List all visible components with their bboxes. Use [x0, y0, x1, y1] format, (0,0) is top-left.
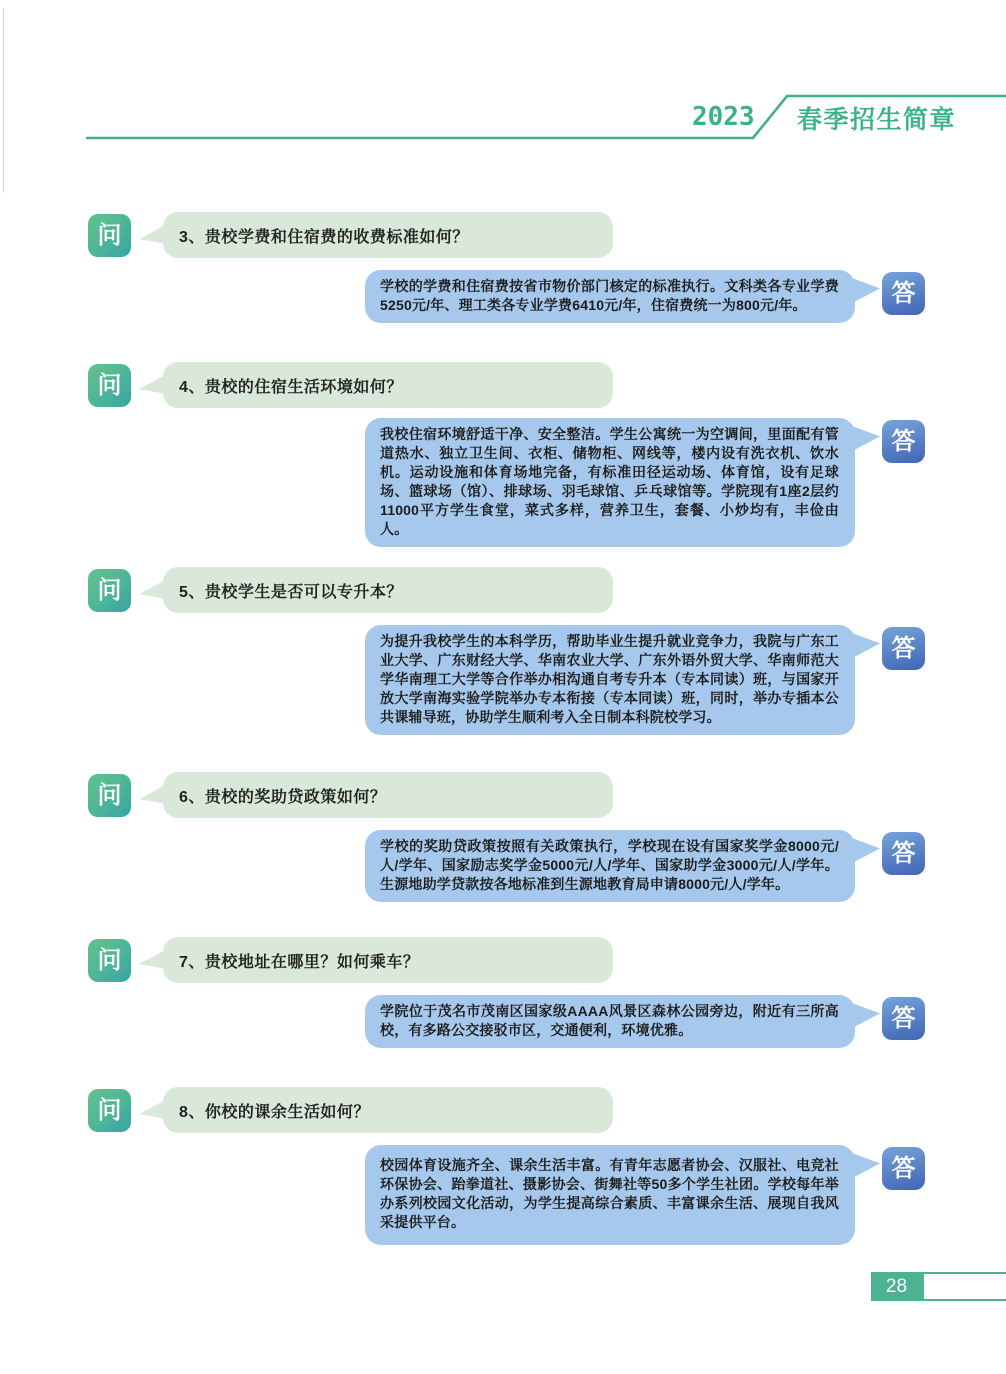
page-number-extension [922, 1272, 1006, 1301]
answer-icon [882, 832, 925, 875]
question-icon [88, 1089, 131, 1132]
question-bubble-tail [139, 373, 165, 399]
qa-block-6 [0, 772, 1006, 892]
question-text: 8、你校的课余生活如何？ [179, 1103, 370, 1121]
answer-bubble [365, 625, 855, 735]
qa-block-7 [0, 937, 1006, 1038]
question-icon-glyph: 问 [97, 781, 122, 809]
answer-bubble [365, 270, 855, 323]
answer-bubble-tail [853, 277, 880, 304]
answer-text: 学院位于茂名市茂南区国家级AAAA风景区森林公园旁边，附近有三所高校，有多路公交接驳市区，交通便利，环境优雅。 [380, 1003, 839, 1038]
answer-icon-glyph: 答 [891, 634, 916, 662]
answer-bubble [365, 995, 855, 1048]
qa-block-5 [0, 567, 1006, 725]
page-number-badge: 28 [871, 1272, 922, 1301]
answer-icon [882, 272, 925, 315]
question-bubble-tail [139, 948, 165, 974]
question-bubble-tail [139, 578, 165, 604]
answer-icon-glyph: 答 [891, 427, 916, 455]
question-text: 6、贵校的奖助贷政策如何？ [179, 788, 387, 806]
answer-bubble [365, 830, 855, 902]
question-icon-glyph: 问 [97, 576, 122, 604]
answer-bubble-tail [853, 1152, 880, 1179]
answer-bubble-tail [853, 1002, 880, 1029]
qa-block-4 [0, 362, 1006, 537]
answer-text: 校园体育设施齐全、课余生活丰富。有青年志愿者协会、汉服社、电竞社环保协会、跆拳道社、摄影协会、街舞社等50多个学生社团。学校每年举办系列校园文化活动，为学生提高综合素质、丰富课余生活、展现自我风采提供平台。 [380, 1157, 839, 1230]
answer-icon-glyph: 答 [891, 279, 916, 307]
question-text: 4、贵校的住宿生活环境如何？ [179, 378, 403, 396]
answer-bubble [365, 418, 855, 547]
qa-block-8 [0, 1087, 1006, 1230]
question-text: 5、贵校学生是否可以专升本？ [179, 583, 403, 601]
question-icon [88, 214, 131, 257]
answer-icon [882, 997, 925, 1040]
question-text: 7、贵校地址在哪里？如何乘车？ [179, 953, 420, 971]
answer-bubble-tail [853, 632, 880, 659]
answer-bubble [365, 1145, 855, 1245]
answer-bubble-tail [853, 425, 880, 452]
question-bubble-tail [139, 783, 165, 809]
question-bubble [163, 1087, 613, 1133]
question-bubble [163, 362, 613, 408]
answer-icon [882, 1147, 925, 1190]
answer-bubble-tail [853, 837, 880, 864]
question-icon [88, 939, 131, 982]
question-bubble-tail [139, 223, 165, 249]
question-bubble [163, 567, 613, 613]
question-bubble [163, 212, 613, 258]
answer-icon-glyph: 答 [891, 839, 916, 867]
answer-icon-glyph: 答 [891, 1004, 916, 1032]
question-icon-glyph: 问 [97, 371, 122, 399]
question-text: 3、贵校学费和住宿费的收费标准如何？ [179, 228, 469, 246]
question-icon-glyph: 问 [97, 1096, 122, 1124]
header-year: 2023 [692, 102, 755, 132]
answer-icon [882, 420, 925, 463]
question-icon-glyph: 问 [97, 946, 122, 974]
answer-text: 我校住宿环境舒适干净、安全整洁。学生公寓统一为空调间，里面配有管道热水、独立卫生间、衣柜、储物柜、网线等，楼内设有洗衣机、饮水机。运动设施和体育场地完备，有标准田径运动场、体育馆，设有足球场、篮球场（馆）、排球场、羽毛球馆、乒乓球馆等。学院现有1座2层约11000平方学生食堂，菜式多样，营养卫生，套餐、小炒均有，丰俭由人。 [380, 426, 839, 537]
question-bubble-tail [139, 1098, 165, 1124]
answer-text: 为提升我校学生的本科学历，帮助毕业生提升就业竞争力，我院与广东工业大学、广东财经大学、华南农业大学、广东外语外贸大学、华南师范大学华南理工大学等合作举办相沟通自考专升本（专本同读）班，与国家开放大学南海实验学院举办专本衔接（专本同读）班，同时，举办专插本公共课辅导班，协助学生顺利考入全日制本科院校学习。 [380, 633, 839, 725]
question-bubble [163, 937, 613, 983]
question-icon [88, 364, 131, 407]
answer-icon [882, 627, 925, 670]
question-bubble [163, 772, 613, 818]
header-brochure-title: 春季招生简章 [797, 106, 957, 134]
question-icon-glyph: 问 [97, 221, 122, 249]
question-icon [88, 569, 131, 612]
answer-icon-glyph: 答 [891, 1154, 916, 1182]
qa-block-3 [0, 212, 1006, 313]
answer-text: 学校的奖助贷政策按照有关政策执行，学校现在设有国家奖学金8000元/人/学年、国家励志奖学金5000元/人/学年、国家助学金3000元/人/学年。生源地助学贷款按各地标准到生源地教育局申请8000元/人/学年。 [380, 838, 839, 892]
header-rule [0, 0, 1006, 160]
answer-text: 学校的学费和住宿费按省市物价部门核定的标准执行。文科类各专业学费5250元/年、理工类各专业学费6410元/年，住宿费统一为800元/年。 [380, 278, 839, 313]
question-icon [88, 774, 131, 817]
